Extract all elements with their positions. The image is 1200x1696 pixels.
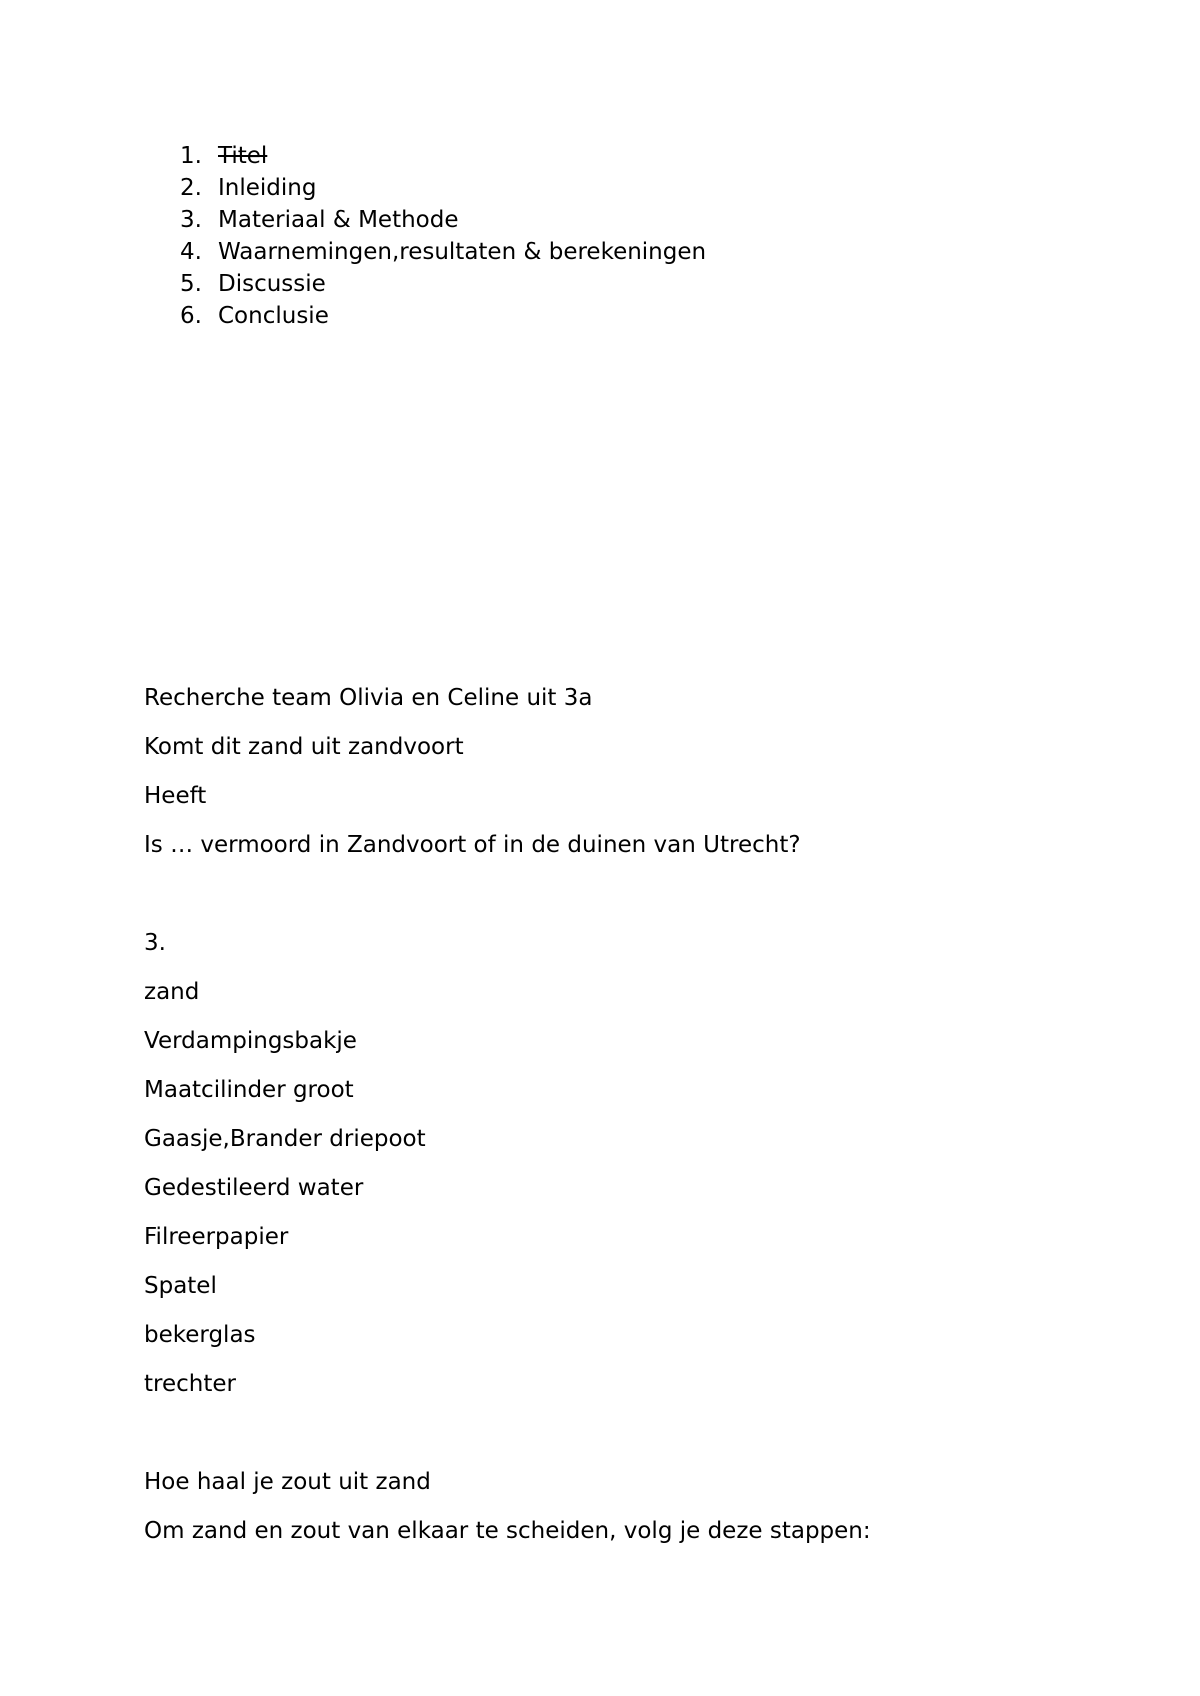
material-item: trechter <box>144 1371 236 1397</box>
toc-item-discussie <box>180 268 706 300</box>
toc-number: 1. <box>180 143 202 169</box>
material-item: Verdampingsbakje <box>144 1028 357 1054</box>
material-item: bekerglas <box>144 1322 256 1348</box>
material-item: Maatcilinder groot <box>144 1077 354 1103</box>
toc-item-waarnemingen <box>180 236 706 268</box>
table-of-contents <box>180 140 706 332</box>
question-line: Heeft <box>144 783 207 809</box>
material-item: zand <box>144 979 200 1005</box>
toc-label: Inleiding <box>218 175 317 201</box>
toc-label: Discussie <box>218 271 326 297</box>
toc-item-conclusie <box>180 300 706 332</box>
toc-number: 2. <box>180 175 202 201</box>
toc-number: 6. <box>180 303 202 329</box>
material-item: Filreerpapier <box>144 1224 289 1250</box>
question-line: Is … vermoord in Zandvoort of in de duinen van Utrecht? <box>144 832 801 858</box>
toc-item-materiaal <box>180 204 706 236</box>
toc-label: Materiaal & Methode <box>218 207 459 233</box>
toc-number: 5. <box>180 271 202 297</box>
toc-label: Conclusie <box>218 303 329 329</box>
toc-item-titel <box>180 140 706 172</box>
toc-number: 3. <box>180 207 202 233</box>
section-heading: 3. <box>144 930 166 956</box>
method-heading: Hoe haal je zout uit zand <box>144 1469 431 1495</box>
material-item: Gaasje,Brander driepoot <box>144 1126 426 1152</box>
toc-label: Titel <box>218 143 268 169</box>
toc-item-inleiding <box>180 172 706 204</box>
method-intro: Om zand en zout van elkaar te scheiden, volg je deze stappen: <box>144 1518 871 1544</box>
material-item: Gedestileerd water <box>144 1175 364 1201</box>
toc-number: 4. <box>180 239 202 265</box>
question-line: Komt dit zand uit zandvoort <box>144 734 464 760</box>
material-item: Spatel <box>144 1273 217 1299</box>
toc-label: Waarnemingen,resultaten & berekeningen <box>218 239 707 265</box>
team-line: Recherche team Olivia en Celine uit 3a <box>144 685 593 711</box>
